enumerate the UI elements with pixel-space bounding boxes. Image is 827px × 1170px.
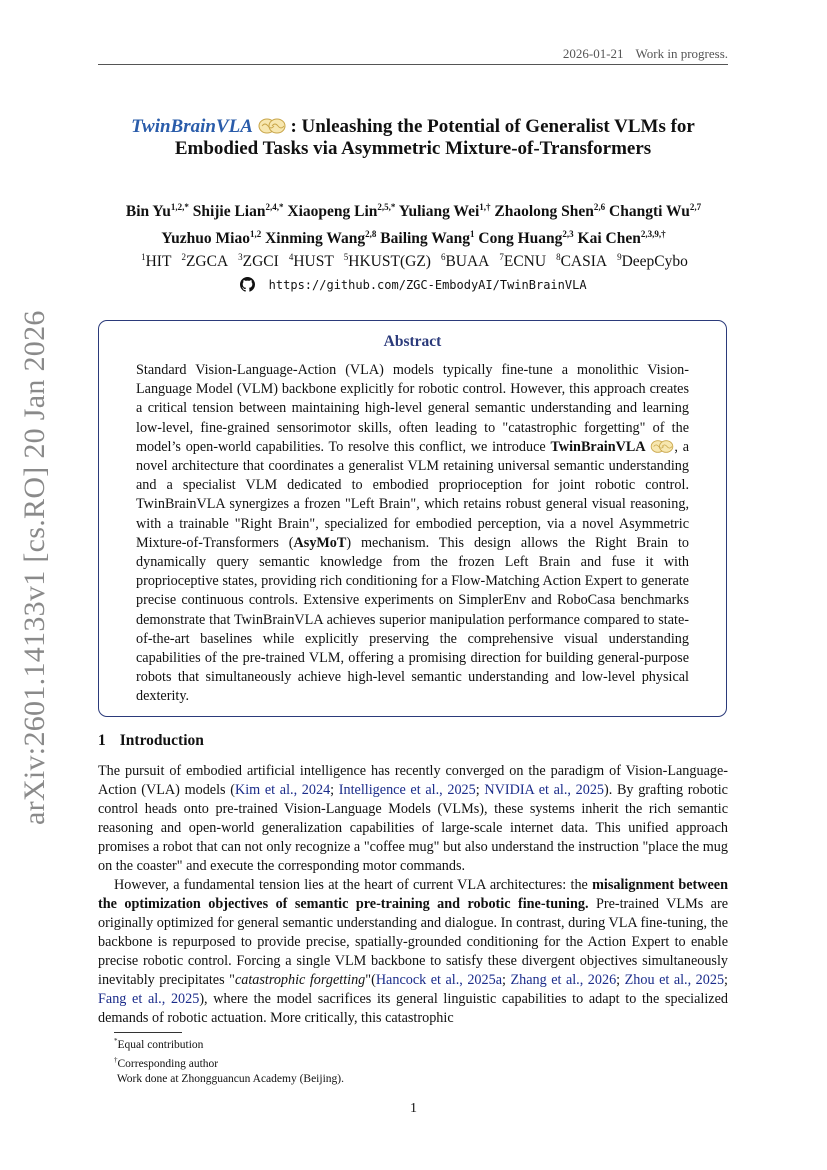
paper-title <box>98 116 728 160</box>
arxiv-identifier: arXiv:2601.14133v1 [cs.RO] 20 Jan 2026 <box>18 310 51 825</box>
page-number: 1 <box>410 1101 417 1116</box>
abstract-part2: , a novel architecture that coordinates a generalist VLM retaining universal semantic understanding and a specialist VLM dedicated to embodied proprioception for joint robotic control. TwinBrainVLA synergizes a frozen "Left Brain", which retains robust general visual reasoning, with a trainable "Right Brain", specialized for embodied perception, via a novel Asymmetric Mixture-of-Transformers ( <box>136 438 689 551</box>
affiliation-list <box>90 252 739 271</box>
abstract-heading: Abstract <box>383 333 442 350</box>
footnotes <box>114 1034 344 1087</box>
affiliation <box>344 253 431 270</box>
affiliation-name: DeepCybo <box>621 253 688 271</box>
title-line1: : Unleashing the Potential of Generalist VLMs for <box>290 116 695 137</box>
author <box>578 230 666 247</box>
author-list <box>90 196 737 250</box>
section-number: 1 <box>98 732 106 749</box>
abstract-part1: Standard Vision-Language-Action (VLA) models typically fine-tune a monolithic Vision-Language Model (VLM) backbone explicitly for robotic control. However, this approach creates a critical tension between maintaining high-level general semantic understanding and learning low-level, fine-grained sensorimotor skills, often leading to "catastrophic forgetting" of the model’s open-world capabilities. To resolve this conflict, we introduce <box>136 362 689 455</box>
author-name: Cong Huang <box>478 230 563 248</box>
twin-brain-icon <box>650 439 674 454</box>
citation-link[interactable]: Hancock et al., 2025a <box>375 972 502 988</box>
author-affiliation-marks: 2,3,9,† <box>640 229 666 240</box>
affiliation-number: 9 <box>617 252 622 262</box>
author-affiliation-marks: 2,4,* <box>265 202 284 212</box>
para2-italic: catastrophic forgetting <box>234 972 366 988</box>
author-affiliation-marks: 1 <box>470 229 475 240</box>
citation-link[interactable]: NVIDIA et al., 2025 <box>484 782 605 798</box>
affiliation-name: CASIA <box>560 253 608 271</box>
section-heading <box>98 732 204 750</box>
footnote-work: Work done at Zhongguancun Academy (Beijing). <box>116 1072 344 1085</box>
author-name: Zhaolong Shen <box>494 203 594 221</box>
author-name: Yuliang Wei <box>398 203 480 221</box>
author-name: Xiaopeng Lin <box>287 203 378 221</box>
github-link[interactable] <box>0 277 827 292</box>
author <box>126 203 189 220</box>
affiliation-number: 8 <box>556 252 561 262</box>
affiliation <box>499 253 546 270</box>
citation-link[interactable]: Zhou et al., 2025 <box>624 972 725 988</box>
abstract-brand: TwinBrainVLA <box>550 438 646 455</box>
header-status: Work in progress. <box>635 46 728 61</box>
abstract-asymot: AsyMoT <box>293 534 347 551</box>
affiliation-name: ZGCA <box>185 253 229 271</box>
para2-text: ), where the model sacrifices its general linguistic capabilities to adapt to the specialized demands of robotic actuation. More critically, this catastrophic <box>98 991 728 1026</box>
para1-text: The pursuit of embodied artificial intelligence has recently converged on the paradigm of Vision-Language-Action (VLA) models ( <box>98 763 728 798</box>
abstract-text <box>136 361 689 707</box>
author <box>287 203 395 220</box>
affiliation-name: HKUST(GZ) <box>348 253 431 271</box>
citation-link[interactable]: Fang et al., 2025 <box>98 991 200 1007</box>
author-affiliation-marks: 2,8 <box>365 229 377 240</box>
citation-link[interactable]: Intelligence et al., 2025 <box>338 782 476 798</box>
author-name: Kai Chen <box>577 230 641 248</box>
author-name: Xinming Wang <box>265 230 366 248</box>
para2-text: However, a fundamental tension lies at the heart of current VLA architectures: the <box>114 877 593 893</box>
author <box>494 203 605 220</box>
author <box>609 203 701 220</box>
citation-link[interactable]: Zhang et al., 2026 <box>510 972 617 988</box>
author-affiliation-marks: 2,7 <box>689 202 702 212</box>
affiliation-number: 2 <box>181 252 186 262</box>
author-affiliation-marks: 2,3 <box>562 229 574 240</box>
affiliation-number: 5 <box>343 252 349 262</box>
section-title: Introduction <box>119 732 204 749</box>
citation-link[interactable]: Kim et al., 2024 <box>234 782 331 798</box>
author-affiliation-marks: 2,6 <box>593 202 606 212</box>
github-url: https://github.com/ZGC-EmbodyAI/TwinBrainVLA <box>268 278 587 292</box>
paragraph-1: The pursuit of embodied artificial intelligence has recently converged on the paradigm of Vision-Language-Action (VLA) models (Kim et al., 2024; Intelligence et al., 2025; NVIDIA et al., 2025). By grafting robotic control heads onto pre-trained Vision-Language Models (VLMs), these systems inherit the rich semantic reasoning and open-world generalization capabilities of large-scale internet data. This unified approach promises a robot that can not only recognize a "coffee mug" but also understand the instruction "place the mug on the coaster" and execute the corresponding motor commands. <box>98 763 728 874</box>
title-brand: TwinBrainVLA <box>131 116 253 137</box>
abstract-box <box>98 320 727 717</box>
affiliation <box>556 253 607 270</box>
affiliation <box>289 253 334 270</box>
affiliation-number: 1 <box>141 252 146 262</box>
affiliation <box>441 253 489 270</box>
author <box>161 230 261 247</box>
header-date: 2026-01-21 <box>562 46 624 61</box>
author-affiliation-marks: 2,5,* <box>377 202 396 212</box>
affiliation <box>181 253 228 270</box>
author-name: Bin Yu <box>125 203 171 221</box>
affiliation-number: 6 <box>440 252 446 262</box>
author-affiliation-marks: 1,† <box>479 202 491 212</box>
affiliation-name: ZGCI <box>242 253 279 271</box>
author <box>265 230 376 247</box>
author <box>399 203 491 220</box>
footnote-equal: *Equal contribution <box>114 1037 204 1051</box>
affiliation-name: BUAA <box>445 253 490 271</box>
para2-text: Pre-trained VLMs are originally optimized for general semantic understanding and dialogue. In contrast, during VLA fine-tuning, the backbone is repurposed to provide precise, spatially-grounded conditioning for the Action Expert to enable precise robotic control. Forcing a single VLM backbone to satisfy these divergent objectives simultaneously inevitably precipitates " <box>98 896 728 988</box>
affiliation-name: HUST <box>293 253 334 271</box>
author <box>478 230 573 247</box>
paragraph-2: However, a fundamental tension lies at the heart of current VLA architectures: the misalignment between the optimization objectives of semantic pre-training and robotic fine-tuning. Pre-trained VLMs are originally optimized for general semantic understanding and dialogue. In contrast, during VLA fine-tuning, the backbone is repurposed to provide precise, spatially-grounded conditioning for the Action Expert to enable precise robotic control. Forcing a single VLM backbone to satisfy these divergent objectives simultaneously inevitably precipitates "catastrophic forgetting"(Hancock et al., 2025a; Zhang et al., 2026; Zhou et al., 2025; Fang et al., 2025), where the model sacrifices its general linguistic capabilities to adapt to the specialized demands of robotic actuation. More critically, this catastrophic <box>98 877 728 1026</box>
author-affiliation-marks: 1,2,* <box>170 202 189 212</box>
abstract-part3: ) mechanism. This design allows the Right Brain to dynamically query semantic knowledge from the frozen Left Brain and fuse it with proprioceptive states, providing rich conditioning for a Flow-Matching Action Expert to generate precise continuous controls. Extensive experiments on SimplerEnv and RoboCasa benchmarks demonstrate that TwinBrainVLA achieves superior manipulation performance compared to state-of-the-art baselines while explicitly preserving the comprehensive visual understanding capabilities of the pre-trained VLM, offering a promising direction for building general-purpose robots that simultaneously achieve high-level semantic understanding and low-level physical dexterity. <box>136 534 690 705</box>
para2-bold: misalignment between the optimization objectives of semantic pre-training and robotic fine-tuning. <box>98 877 728 912</box>
footnote-corresponding: †Corresponding author <box>114 1055 219 1070</box>
author-name: Changti Wu <box>609 203 690 221</box>
github-icon <box>240 277 255 292</box>
affiliation-name: ECNU <box>503 253 547 271</box>
footnote-rule <box>114 1032 182 1033</box>
twin-brain-icon <box>258 117 286 135</box>
para1-text: ). By grafting robotic control heads onto pre-trained Vision-Language Models (VLMs), these systems inherit the rich semantic reasoning and open-world generalization capabilities of large-scale internet data. This unified approach promises a robot that can not only recognize a "coffee mug" but also understand the instruction "place the mug on the coaster" and execute the corresponding motor commands. <box>98 782 728 874</box>
author-name: Yuzhuo Miao <box>161 230 250 248</box>
affiliation-number: 3 <box>238 252 243 262</box>
author <box>193 203 284 220</box>
affiliation-name: HIT <box>145 253 172 271</box>
affiliation <box>617 253 688 270</box>
author-name: Shijie Lian <box>192 203 266 221</box>
affiliation-number: 7 <box>499 252 504 262</box>
page-header <box>98 46 728 65</box>
affiliation <box>238 253 279 270</box>
author <box>380 230 474 247</box>
para2-text: "( <box>365 972 376 988</box>
author-name: Bailing Wang <box>380 230 471 248</box>
affiliation-number: 4 <box>288 252 294 262</box>
author-affiliation-marks: 1,2 <box>249 229 262 240</box>
title-line2: Embodied Tasks via Asymmetric Mixture-of-Transformers <box>174 138 652 159</box>
affiliation <box>141 253 171 270</box>
